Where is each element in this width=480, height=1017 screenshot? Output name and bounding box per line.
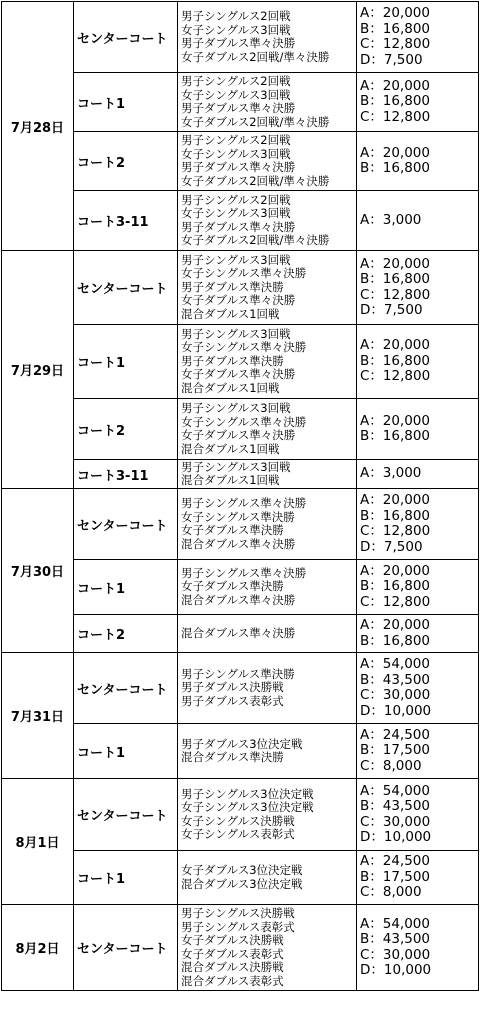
events-cell <box>178 905 357 991</box>
price-line: C：12,800 <box>360 36 431 52</box>
event-line: 女子ダブルス準々決勝 <box>181 367 296 382</box>
price-line: B：16,800 <box>360 93 430 110</box>
event-line: 混合ダブルス準々決勝 <box>181 592 296 607</box>
price-line: C：8,000 <box>360 757 422 774</box>
court-name-cell: センターコート <box>74 905 178 991</box>
price-line: D：7,500 <box>360 51 423 68</box>
date-cell: 7月31日 <box>2 653 74 779</box>
price-line: C：12,800 <box>360 523 431 539</box>
price-line: A：54,000 <box>360 656 430 672</box>
price-line: B：16,800 <box>360 20 430 37</box>
price-line: C：30,000 <box>360 687 431 703</box>
events-cell <box>178 460 357 489</box>
price-line: C：12,800 <box>360 593 431 610</box>
price-line: A：20,000 <box>360 5 430 21</box>
court-name-cell: コート1 <box>74 73 178 132</box>
prices-cell <box>357 73 479 132</box>
event-line: 女子シングルス決勝戦 <box>181 813 295 828</box>
price-line: D：10,000 <box>360 829 432 845</box>
date-cell: 7月29日 <box>2 251 74 489</box>
price-line: A：54,000 <box>360 782 430 799</box>
prices-cell <box>357 653 479 724</box>
event-line: 男子シングルス2回戦 <box>181 74 291 88</box>
price-line: B：16,800 <box>360 160 430 176</box>
price-line: C：30,000 <box>360 946 431 963</box>
court-name-cell: センターコート <box>74 251 178 325</box>
event-line: 女子シングルス3回戦 <box>181 146 291 161</box>
prices-cell <box>357 2 479 73</box>
price-line: A：20,000 <box>360 492 430 508</box>
events-cell <box>178 325 357 399</box>
table-row <box>2 251 479 325</box>
prices-cell <box>357 191 479 251</box>
prices-cell <box>357 399 479 460</box>
events-cell <box>178 251 357 325</box>
event-line: 混合ダブルス3位決定戦 <box>181 876 303 891</box>
event-line: 女子シングルス準決勝 <box>181 509 295 524</box>
table-row <box>2 399 479 460</box>
prices-cell <box>357 325 479 399</box>
table-row <box>2 724 479 779</box>
price-line: D：10,000 <box>360 962 432 978</box>
price-line: D：7,500 <box>360 302 423 318</box>
price-line: A：3,000 <box>360 465 422 482</box>
events-cell <box>178 653 357 724</box>
event-line: 男子シングルス2回戦 <box>181 9 291 23</box>
table-row <box>2 851 479 905</box>
events-cell <box>178 73 357 132</box>
price-line: A：20,000 <box>360 562 430 579</box>
price-line: B：16,800 <box>360 632 430 649</box>
table-row <box>2 73 479 132</box>
prices-cell <box>357 905 479 991</box>
table-row <box>2 779 479 851</box>
price-line: A：20,000 <box>360 77 430 94</box>
event-line: 女子シングルス表彰式 <box>181 827 295 841</box>
event-line: 男子ダブルス決勝戦 <box>181 680 284 695</box>
prices-cell <box>357 615 479 653</box>
event-line: 女子ダブルス準決勝 <box>181 579 284 594</box>
event-line: 男子シングルス準々決勝 <box>181 496 307 510</box>
court-name-cell: コート2 <box>74 615 178 653</box>
event-line: 男子ダブルス準々決勝 <box>181 219 296 234</box>
event-line: 男子シングルス3回戦 <box>181 326 291 341</box>
court-name-cell: コート1 <box>74 560 178 615</box>
event-line: 混合ダブルス決勝戦 <box>181 960 284 974</box>
price-line: A：20,000 <box>360 144 430 161</box>
event-line: 混合ダブルス1回戦 <box>181 473 280 487</box>
event-line: 男子シングルス決勝戦 <box>181 906 295 920</box>
event-line: 男子シングルス準決勝 <box>181 666 295 681</box>
date-cell: 7月30日 <box>2 489 74 653</box>
prices-cell <box>357 560 479 615</box>
table-row <box>2 489 479 560</box>
event-line: 女子ダブルス2回戦/準々決勝 <box>181 49 330 64</box>
prices-cell <box>357 251 479 325</box>
prices-cell <box>357 724 479 779</box>
event-line: 女子ダブルス2回戦/準々決勝 <box>181 233 330 247</box>
court-name-cell: コート2 <box>74 399 178 460</box>
event-line: 混合ダブルス準々決勝 <box>181 625 296 640</box>
events-cell <box>178 2 357 73</box>
table-row <box>2 2 479 73</box>
event-line: 混合ダブルス1回戦 <box>181 380 280 395</box>
events-cell <box>178 724 357 779</box>
price-line: D：10,000 <box>360 702 432 719</box>
event-line: 女子ダブルス2回戦/準々決勝 <box>181 173 330 188</box>
court-name-cell: センターコート <box>74 653 178 724</box>
price-line: C：8,000 <box>360 884 422 901</box>
event-line: 男子シングルス準々決勝 <box>181 565 307 580</box>
table-row <box>2 460 479 489</box>
events-cell <box>178 779 357 851</box>
event-line: 混合ダブルス1回戦 <box>181 441 280 456</box>
schedule-body <box>2 2 479 991</box>
event-line: 混合ダブルス準々決勝 <box>181 536 296 551</box>
price-line: B：17,500 <box>360 742 430 759</box>
court-name-cell: コート1 <box>74 851 178 905</box>
event-line: 男子ダブルス準々決勝 <box>181 101 296 115</box>
price-line: A：24,500 <box>360 853 430 870</box>
date-cell: 8月2日 <box>2 905 74 991</box>
event-line: 男子ダブルス3位決定戦 <box>181 736 303 751</box>
prices-cell <box>357 851 479 905</box>
court-name-cell: センターコート <box>74 2 178 73</box>
event-line: 男子シングルス3位決定戦 <box>181 786 314 801</box>
event-line: 女子ダブルス準々決勝 <box>181 293 296 308</box>
price-line: B：43,500 <box>360 671 430 688</box>
table-row <box>2 191 479 251</box>
date-cell: 8月1日 <box>2 779 74 905</box>
events-cell <box>178 615 357 653</box>
table-row <box>2 615 479 653</box>
price-line: A：20,000 <box>360 255 430 272</box>
price-line: B：16,800 <box>360 578 430 595</box>
event-line: 男子シングルス3回戦 <box>181 459 291 474</box>
price-line: A：20,000 <box>360 412 430 429</box>
event-line: 男子シングルス2回戦 <box>181 133 291 147</box>
event-line: 女子シングルス準々決勝 <box>181 266 307 281</box>
event-line: 男子ダブルス表彰式 <box>181 693 284 708</box>
price-line: B：16,800 <box>360 271 430 287</box>
prices-cell <box>357 460 479 489</box>
court-name-cell: センターコート <box>74 489 178 560</box>
price-line: A：54,000 <box>360 915 430 932</box>
table-row <box>2 653 479 724</box>
event-line: 混合ダブルス表彰式 <box>181 973 284 988</box>
event-line: 女子シングルス3回戦 <box>181 206 291 220</box>
price-line: C：30,000 <box>360 813 431 830</box>
price-line: C：12,800 <box>360 368 431 385</box>
prices-cell <box>357 132 479 191</box>
court-name-cell: コート2 <box>74 132 178 191</box>
price-line: B：43,500 <box>360 931 430 947</box>
table-row <box>2 132 479 191</box>
price-line: A：3,000 <box>360 211 422 228</box>
price-line: A：20,000 <box>360 617 430 633</box>
court-name-cell: コート3-11 <box>74 460 178 489</box>
event-line: 男子ダブルス準決勝 <box>181 353 284 368</box>
table-row <box>2 560 479 615</box>
event-line: 男子ダブルス準々決勝 <box>181 160 296 174</box>
price-line: B：43,500 <box>360 798 430 814</box>
court-name-cell: コート1 <box>74 325 178 399</box>
event-line: 女子シングルス3回戦 <box>181 22 291 37</box>
event-line: 女子シングルス3回戦 <box>181 87 291 102</box>
events-cell <box>178 132 357 191</box>
events-cell <box>178 191 357 251</box>
price-line: D：7,500 <box>360 538 423 555</box>
event-line: 女子ダブルス3位決定戦 <box>181 863 303 877</box>
event-line: 女子ダブルス決勝戦 <box>181 933 284 947</box>
table-row <box>2 325 479 399</box>
court-name-cell: コート3-11 <box>74 191 178 251</box>
events-cell <box>178 560 357 615</box>
price-line: B：16,800 <box>360 352 430 369</box>
events-cell <box>178 399 357 460</box>
event-line: 女子ダブルス準々決勝 <box>181 428 296 442</box>
event-line: 男子ダブルス準々決勝 <box>181 36 296 50</box>
events-cell <box>178 489 357 560</box>
event-line: 女子シングルス準々決勝 <box>181 414 307 429</box>
event-line: 女子ダブルス表彰式 <box>181 946 284 961</box>
price-line: A：20,000 <box>360 337 430 354</box>
schedule-table <box>1 1 479 991</box>
event-line: 女子ダブルス準決勝 <box>181 523 284 537</box>
events-cell <box>178 851 357 905</box>
price-line: B：17,500 <box>360 868 430 885</box>
court-name-cell: センターコート <box>74 779 178 851</box>
price-line: C：12,800 <box>360 286 431 303</box>
event-line: 男子シングルス表彰式 <box>181 919 295 934</box>
event-line: 混合ダブルス1回戦 <box>181 306 280 321</box>
event-line: 女子シングルス準々決勝 <box>181 340 307 355</box>
event-line: 女子シングルス3位決定戦 <box>181 800 314 814</box>
event-line: 男子シングルス3回戦 <box>181 401 291 415</box>
prices-cell <box>357 779 479 851</box>
event-line: 男子シングルス2回戦 <box>181 192 291 207</box>
court-name-cell: コート1 <box>74 724 178 779</box>
event-line: 混合ダブルス準決勝 <box>181 750 284 764</box>
table-row <box>2 905 479 991</box>
prices-cell <box>357 489 479 560</box>
price-line: C：12,800 <box>360 108 431 125</box>
event-line: 男子ダブルス準決勝 <box>181 279 284 294</box>
event-line: 女子ダブルス2回戦/準々決勝 <box>181 114 330 129</box>
price-line: A：24,500 <box>360 726 430 743</box>
price-line: B：16,800 <box>360 428 430 444</box>
price-line: B：16,800 <box>360 507 430 524</box>
event-line: 男子シングルス3回戦 <box>181 252 291 267</box>
date-cell: 7月28日 <box>2 2 74 251</box>
